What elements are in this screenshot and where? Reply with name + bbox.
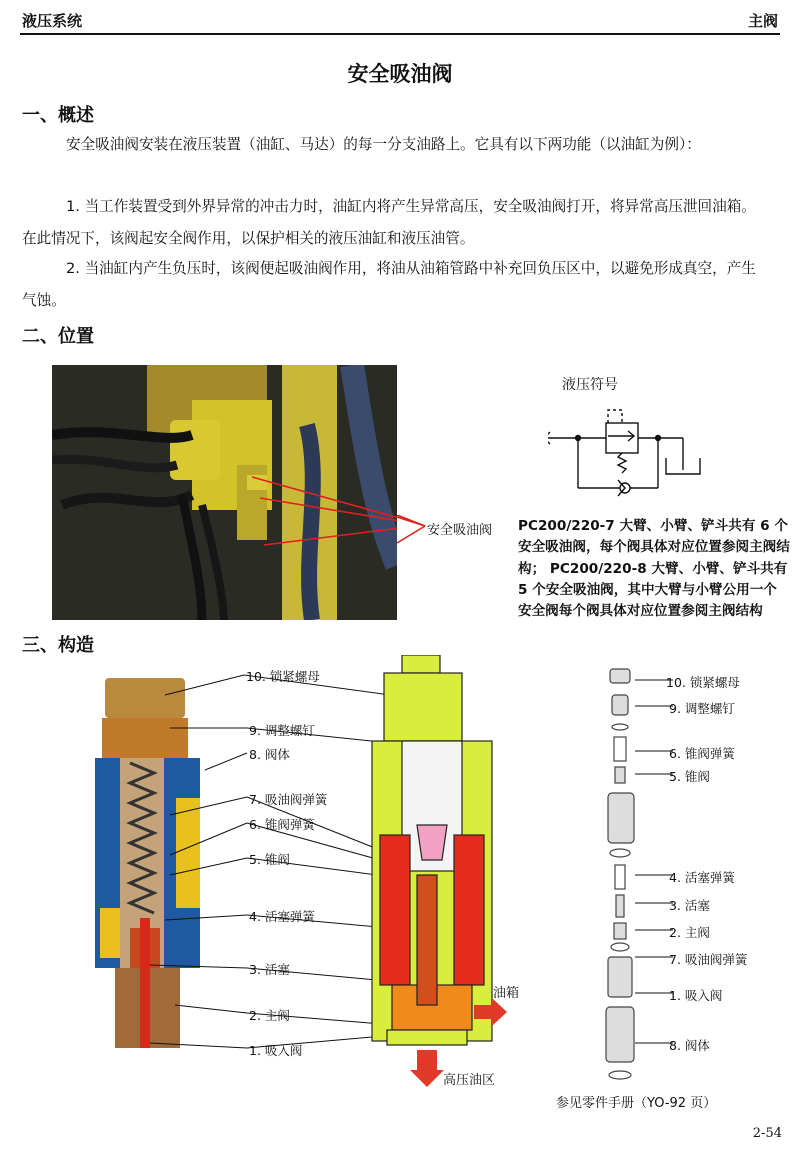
valve-location-photo [52,365,397,620]
parts-label-3: 3. 活塞 [669,898,710,913]
center-label-9: 9. 调整螺钉 [249,723,315,738]
parts-label-7: 7. 吸油阀弹簧 [669,952,748,967]
section1-paragraph-3: 2. 当油缸内产生负压时，该阀便起吸油阀作用，将油从油箱管路中补充回负压区中，以避免形成真空，产生气蚀。 [22,260,756,309]
tank-label: 油箱 [493,986,520,1001]
header-left: 液压系统 [22,12,83,30]
center-label-5: 5. 锥阀 [249,852,290,867]
hydraulic-symbol [548,388,726,500]
header-rule [20,33,780,35]
center-label-4: 4. 活塞弹簧 [249,909,315,924]
center-label-3: 3. 活塞 [249,962,290,977]
section2-heading: 二、位置 [22,326,94,347]
center-label-7: 7. 吸油阀弹簧 [249,792,328,807]
parts-label-5: 5. 锥阀 [669,769,710,784]
valve-section-drawing [362,655,522,1090]
parts-label-10: 10. 锁紧螺母 [666,675,740,690]
parts-manual-reference: 参见零件手册（YO-92 页） [556,1096,717,1111]
parts-label-8: 8. 阀体 [669,1038,710,1053]
photo-pointer-lines [397,515,427,555]
section3-heading: 三、构造 [22,635,94,656]
page-title: 安全吸油阀 [347,62,453,86]
center-label-2: 2. 主阀 [249,1008,290,1023]
valve-count-note: PC200/220-7 大臂、小臂、铲斗共有 6 个安全吸油阀，每个阀具体对应位置参阅主阀结构； PC200/220-8 大臂、小臂、铲斗共有 5 个安全吸油阀，其中大臂与小臂公用一个安全阀每个阀具体对应位置参阅主阀结构 [518,518,790,620]
parts-label-4: 4. 活塞弹簧 [669,870,735,885]
high-pressure-label: 高压油区 [443,1073,496,1088]
parts-label-1: 1. 吸入阀 [669,988,723,1003]
parts-label-9: 9. 调整螺钉 [669,701,735,716]
page-header [0,0,800,36]
center-label-8: 8. 阀体 [249,747,290,762]
header-right: 主阀 [747,12,778,30]
section1-paragraph-1: 安全吸油阀安装在液压装置（油缸、马达）的每一分支油路上。它具有以下两功能（以油缸为例）： [66,136,701,153]
photo-callout-label: 安全吸油阀 [427,523,493,538]
center-label-10: 10. 锁紧螺母 [246,669,320,684]
center-label-6: 6. 锥阀弹簧 [249,817,315,832]
section1-heading: 一、概述 [22,105,94,126]
center-label-1: 1. 吸入阀 [249,1043,303,1058]
page-number: 2-54 [752,1126,782,1141]
parts-label-2: 2. 主阀 [669,925,710,940]
parts-label-6: 6. 锥阀弹簧 [669,746,735,761]
hydraulic-symbol-title: 液压符号 [562,377,618,393]
section1-paragraph-2: 1. 当工作装置受到外界异常的冲击力时，油缸内将产生异常高压，安全吸油阀打开，将异常高压泄回油箱。在此情况下，该阀起安全阀作用，以保护相关的液压油缸和液压油管。 [22,198,756,247]
